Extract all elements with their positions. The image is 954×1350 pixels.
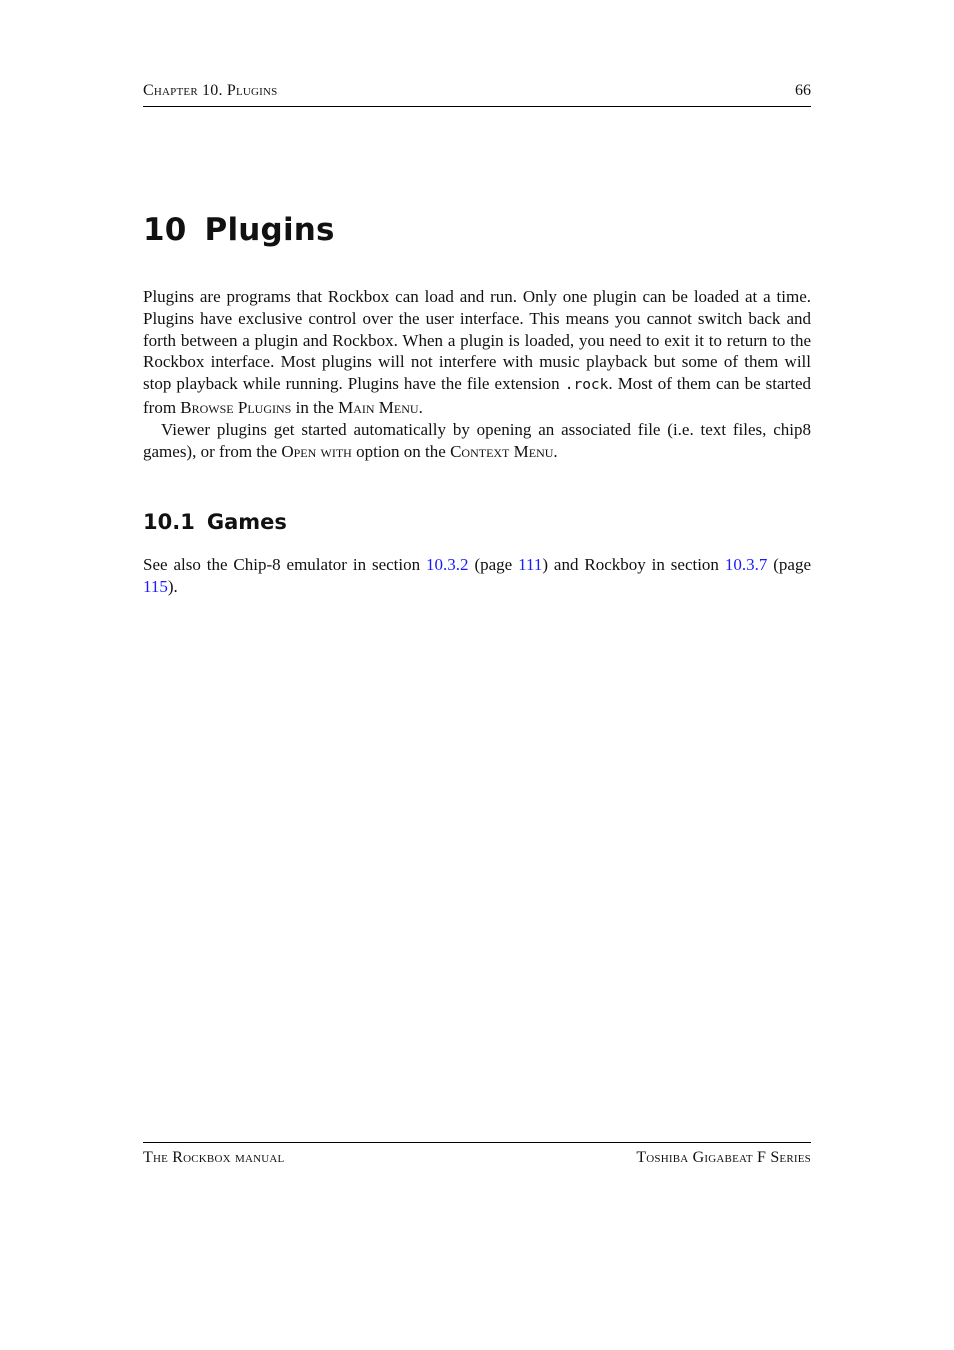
footer-manual-title: The Rockbox manual	[143, 1149, 285, 1166]
intro-paragraph-1	[143, 286, 811, 419]
footer-device-name: Toshiba Gigabeat F Series	[636, 1149, 811, 1166]
header-chapter-label: Chapter 10. Plugins	[143, 82, 278, 99]
running-header	[143, 82, 811, 107]
page-link-111[interactable]: 111	[518, 555, 543, 574]
text-run: Viewer plugins get started automatically by opening an associated file (i.e. text files, chip8 games), or from the	[143, 419, 811, 461]
chapter-number: 10	[143, 212, 187, 248]
section-title	[143, 510, 287, 534]
chapter-title	[143, 212, 335, 248]
chapter-title-text: Plugins	[204, 212, 335, 248]
text-run: See also the Chip-8 emulator in section	[143, 555, 427, 574]
main-menu-label: Main Menu	[338, 397, 419, 417]
section-link-chip8[interactable]: 10.3.2	[426, 555, 469, 574]
text-run: . Most of them can be started from	[143, 374, 811, 417]
running-footer	[143, 1142, 811, 1173]
section-link-rockboy[interactable]: 10.3.7	[724, 555, 768, 574]
games-paragraph	[143, 554, 811, 598]
header-page-number: 66	[795, 82, 811, 99]
text-run: .	[553, 441, 558, 461]
intro-paragraph-2	[143, 419, 811, 463]
document-page	[143, 0, 811, 1350]
section-number: 10.1	[143, 510, 195, 534]
text-run: Plugins are programs that Rockbox can load and run. Only one plugin can be loaded at a time. Plugins have exclusive control over the user interface. This means you cannot switch back and forth between a plugin and Rockbox. When a plugin is loaded, you need to exit it to return to the Rockbox interface. Most plugins will not interfere with music playback but some of them will stop playback while running. Plugins have the file extension	[143, 287, 811, 394]
open-with-label: Open with	[281, 441, 352, 461]
text-run: ).	[167, 576, 178, 596]
file-extension: .rock	[564, 377, 609, 394]
section-text	[143, 554, 811, 598]
context-menu-label: Context Menu	[450, 441, 554, 461]
text-run: (page	[468, 555, 519, 574]
text-run: (page	[767, 555, 811, 574]
browse-plugins-label: Browse Plugins	[180, 397, 292, 417]
section-title-text: Games	[206, 510, 287, 534]
text-run: ) and Rockboy in section	[542, 555, 725, 574]
intro-text	[143, 286, 811, 462]
text-run: .	[418, 397, 423, 417]
text-run: in the	[291, 397, 339, 417]
page-link-115[interactable]: 115	[143, 576, 168, 596]
text-run: option on the	[351, 441, 451, 461]
